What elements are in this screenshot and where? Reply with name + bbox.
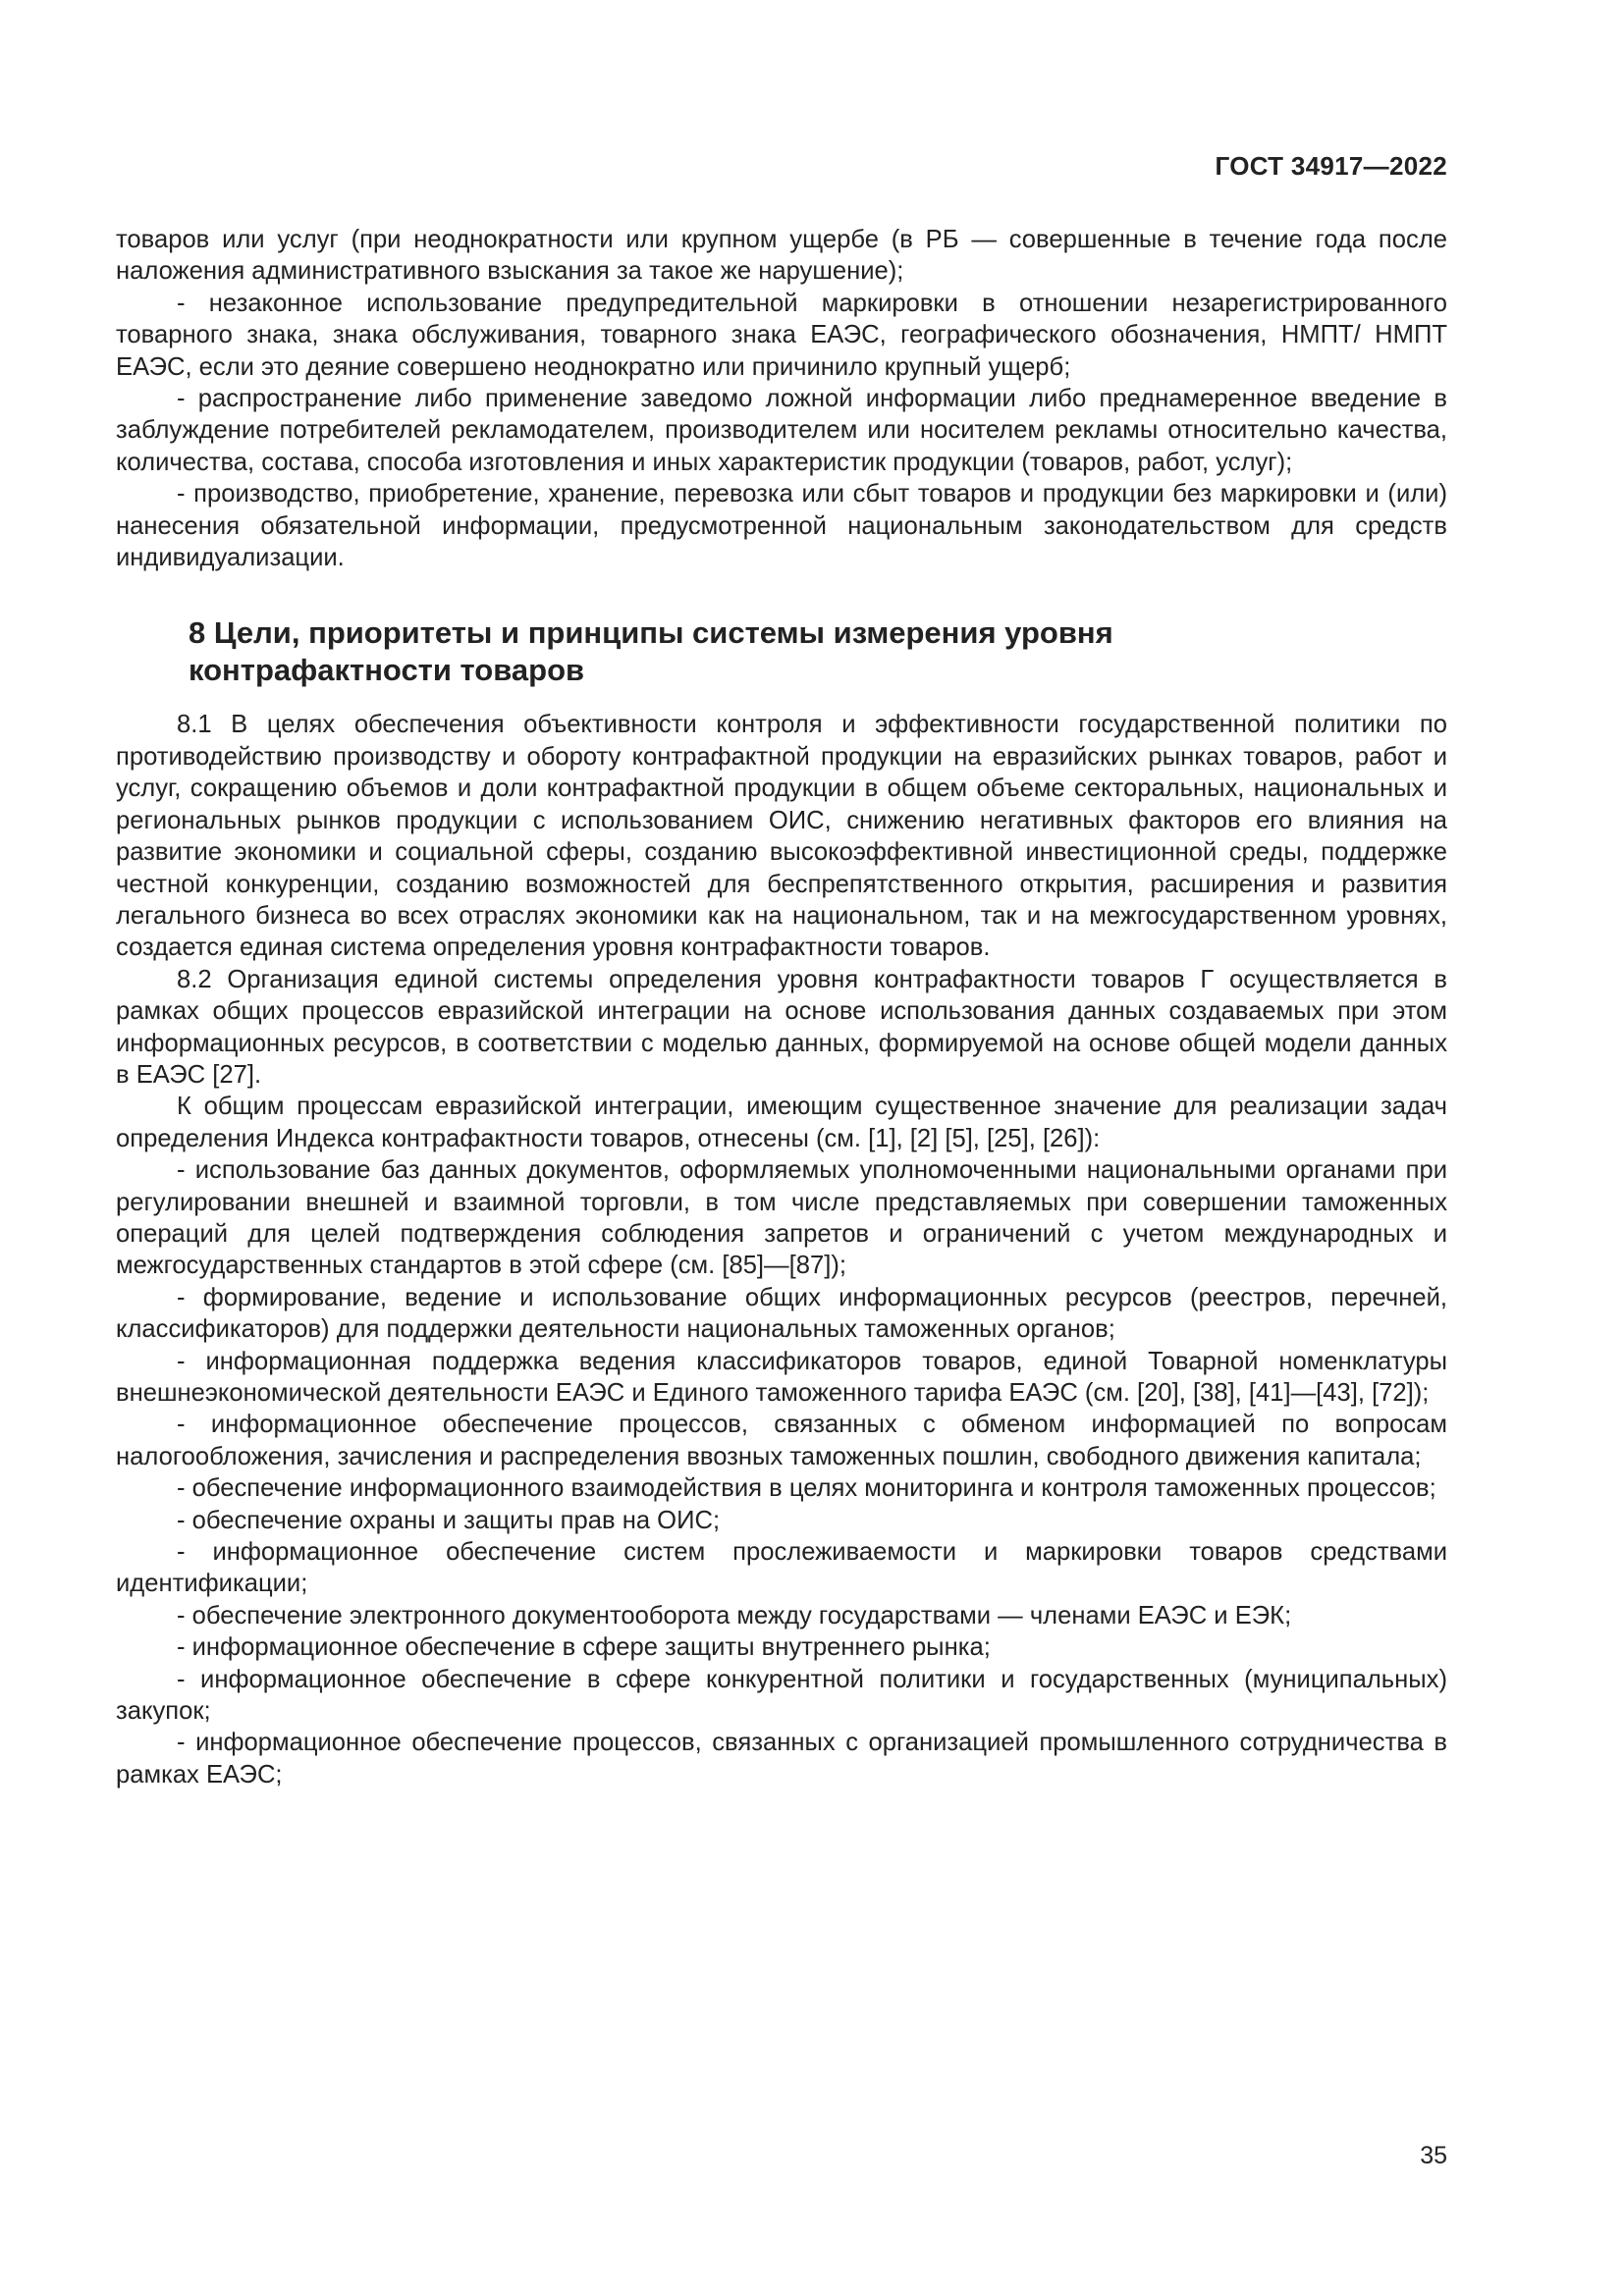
list-item: - информационное обеспечение процессов, связанных с обменом информацией по вопросам налогообложения, зачисления и распределения ввозных таможенных пошлин, свободного движения капитала; bbox=[116, 1411, 1447, 1470]
list-item: - формирование, ведение и использование общих информационных ресурсов (реестров, перечней, классификаторов) для поддержки деятельности национальных таможенных органов; bbox=[116, 1283, 1447, 1344]
paragraph: 8.2 Организация единой системы определения уровня контрафактности товаров Г осуществляется в рамках общих процессов евразийской интеграции на основе использования данных создаваемых при этом информационных ресурсов, в соответствии с моделью данных, формируемой на основе общей модели данных в ЕАЭС [27]. bbox=[116, 965, 1447, 1089]
list-item: - незаконное использование предупредительной маркировки в отношении незарегистрированного товарного знака, знака обслуживания, товарного знака ЕАЭС, географического обозначения, НМПТ/ НМПТ ЕАЭС, если это деяние совершено неоднократно или причинило крупный ущерб; bbox=[116, 289, 1447, 381]
list-item: - использование баз данных документов, оформляемых уполномоченными национальными органами при регулировании внешней и взаимной торговли, в том числе представляемых при совершении таможенных операций для целей подтверждения соблюдения запретов и ограничений с учетом международных и межгосударственных стандартов в этой сфере (см. [85]—[87]); bbox=[116, 1156, 1447, 1280]
list-item: - информационное обеспечение в сфере конкурентной политики и государственных (муниципальных) закупок; bbox=[116, 1665, 1447, 1726]
list-item: - обеспечение информационного взаимодействия в целях мониторинга и контроля таможенных процессов; bbox=[177, 1474, 1436, 1503]
section-heading-line: 8 Цели, приоритеты и принципы системы измерения уровня bbox=[189, 615, 1113, 651]
document-body bbox=[116, 224, 1447, 1790]
list-item: - производство, приобретение, хранение, перевозка или сбыт товаров и продукции без маркировки и (или) нанесения обязательной информации, предусмотренной национальным законодательством для средств индивидуализации. bbox=[116, 480, 1447, 572]
section-heading-line: контрафактности товаров bbox=[189, 653, 585, 688]
list-item: - информационное обеспечение процессов, связанных с организацией промышленного сотрудничества в рамках ЕАЭС; bbox=[116, 1729, 1447, 1789]
list-item: - обеспечение охраны и защиты прав на ОИС; bbox=[177, 1506, 721, 1534]
list-item: - распространение либо применение заведомо ложной информации либо преднамеренное введение в заблуждение потребителей рекламодателем, производителем или носителем рекламы относительно качества, количества, состава, способа изготовления и иных характеристик продукции (товаров, работ, услуг); bbox=[116, 385, 1447, 476]
page-number: 35 bbox=[1420, 2142, 1447, 2169]
list-item: - информационное обеспечение в сфере защиты внутреннего рынка; bbox=[177, 1633, 991, 1662]
list-item: - информационная поддержка ведения классификаторов товаров, единой Товарной номенклатуры внешнеэкономической деятельности ЕАЭС и Единого таможенного тарифа ЕАЭС (см. [20], [38], [41]—[43], [72]); bbox=[116, 1347, 1447, 1407]
section-heading bbox=[189, 614, 1447, 689]
paragraph: К общим процессам евразийской интеграции, имеющим существенное значение для реализации задач определения Индекса контрафактности товаров, отнесены (см. [1], [2] [5], [25], [26]): bbox=[116, 1093, 1447, 1152]
paragraph: 8.1 В целях обеспечения объективности контроля и эффективности государственной политики по противодействию производству и обороту контрафактной продукции на евразийских рынках товаров, работ и услуг, сокращению объемов и доли контрафактной продукции в общем объеме секторальных, национальных и региональных рынков продукции с использованием ОИС, снижению негативных факторов его влияния на развитие экономики и социальной сферы, созданию высокоэффективной инвестиционной среды, поддержке честной конкуренции, созданию возможностей для беспрепятственного открытия, расширения и развития легального бизнеса во всех отраслях экономики как на национальном, так и на межгосударственном уровнях, создается единая система определения уровня контрафактности товаров. bbox=[116, 711, 1447, 962]
list-item: - информационное обеспечение систем прослеживаемости и маркировки товаров средствами идентификации; bbox=[116, 1538, 1447, 1598]
paragraph: товаров или услуг (при неоднократности или крупном ущербе (в РБ — совершенные в течение года после наложения административного взыскания за такое же нарушение); bbox=[116, 226, 1447, 286]
list-item: - обеспечение электронного документооборота между государствами — членами ЕАЭС и ЕЭК; bbox=[177, 1601, 1292, 1629]
document-code: ГОСТ 34917—2022 bbox=[1215, 151, 1447, 181]
